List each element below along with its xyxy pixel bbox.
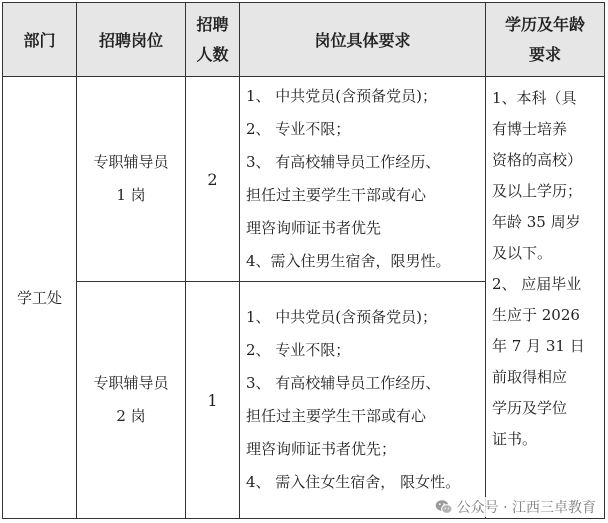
education-line: 及以上学历； [492,182,583,200]
header-dept: 部门 [3,3,77,77]
header-count [186,3,240,77]
education-line: 年龄 35 周岁 [492,213,581,231]
position-number: 2 岗 [116,407,146,425]
count-cell: 1 [186,282,240,519]
header-count-line2: 人数 [196,44,229,64]
recruitment-table [2,2,605,519]
requirements-cell [240,77,486,282]
department-cell: 学工处 [3,77,77,519]
table-row [3,77,605,282]
requirement-line: 4、需入住男生宿舍，限男性。 [246,252,451,270]
education-line: 生应于 2026 [492,306,580,324]
requirement-line: 4、 需入住女生宿舍， 限女性。 [246,473,461,491]
header-education [486,3,605,77]
position-cell [77,282,186,519]
requirement-line: 2、 专业不限； [246,120,351,138]
requirements-cell [240,282,486,519]
requirement-line: 1、 中共党员(含预备党员)； [246,308,438,326]
header-position: 招聘岗位 [77,3,186,77]
position-name: 专职辅导员 [93,374,169,392]
header-education-line1: 学历及年龄 [504,14,585,34]
header-requirements: 岗位具体要求 [240,3,486,77]
wechat-icon [435,499,453,515]
requirement-line: 3、 有高校辅导员工作经历、 [246,374,441,392]
education-line: 证书。 [492,430,538,448]
education-line: 前取得相应 [492,368,568,386]
watermark [435,497,596,517]
count-cell: 2 [186,77,240,282]
education-line: 资格的高校） [492,151,583,169]
header-education-line2: 要求 [528,44,561,64]
education-cell [486,77,605,519]
position-name: 专职辅导员 [93,153,169,171]
position-cell [77,77,186,282]
education-line: 有博士培养 [492,120,568,138]
watermark-text: 公众号 · 江西三卓教育 [456,500,596,516]
education-line: 1、本科（具 [492,89,577,107]
requirement-line: 理咨询师证书者优先 [246,219,382,237]
position-number: 1 岗 [116,186,146,204]
requirement-line: 1、 中共党员(含预备党员)； [246,87,438,105]
requirement-line: 担任过主要学生干部或有心 [246,407,427,425]
table-header-row [3,3,605,77]
education-line: 2、 应届毕业 [492,275,582,293]
education-line: 年 7 月 31 日 [492,337,585,355]
requirement-line: 理咨询师证书者优先； [246,440,397,458]
requirement-line: 2、 专业不限； [246,341,351,359]
header-count-line1: 招聘 [196,14,229,34]
education-line: 学历及学位 [492,399,568,417]
education-line: 及以下。 [492,244,553,262]
requirement-line: 担任过主要学生干部或有心 [246,186,427,204]
requirement-line: 3、 有高校辅导员工作经历、 [246,153,441,171]
